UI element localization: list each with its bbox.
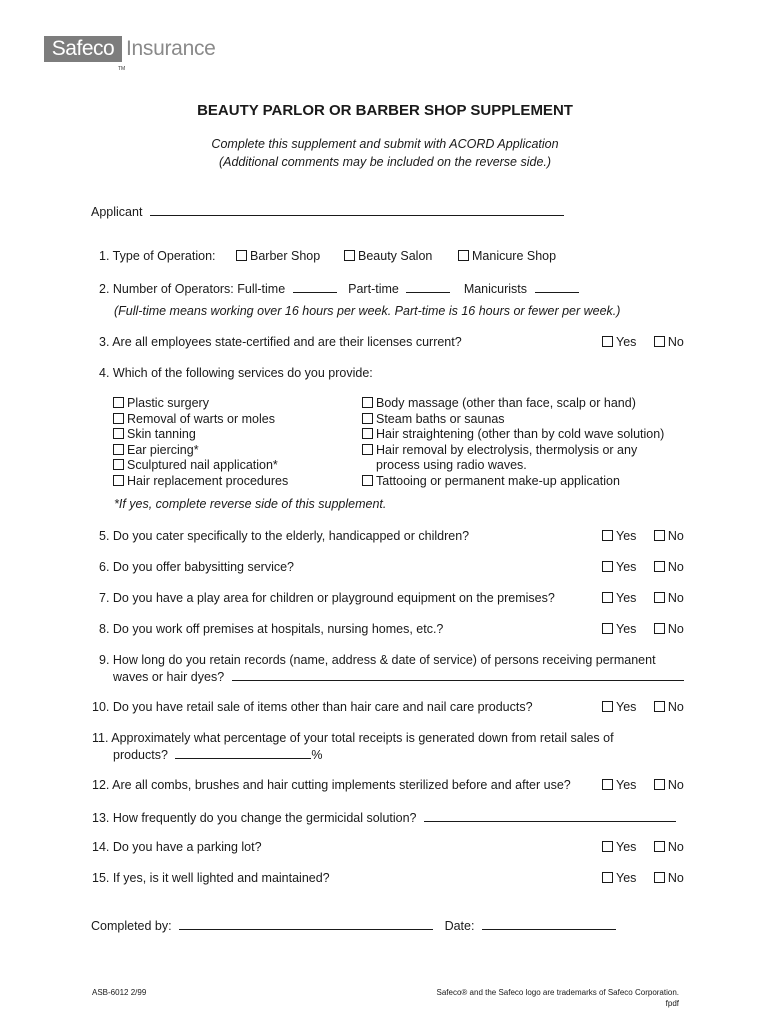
question-5: 5. Do you cater specifically to the elderly, handicapped or children? xyxy=(99,529,470,543)
service-item[interactable] xyxy=(113,443,288,459)
no-checkbox[interactable] xyxy=(654,592,665,603)
service-label: Removal of warts or moles xyxy=(127,411,275,426)
yes-label: Yes xyxy=(616,840,637,854)
checkbox[interactable] xyxy=(113,475,124,486)
page-title: BEAUTY PARLOR OR BARBER SHOP SUPPLEMENT xyxy=(197,102,573,119)
yes-checkbox[interactable] xyxy=(602,841,613,852)
no-checkbox[interactable] xyxy=(654,623,665,634)
checkbox[interactable] xyxy=(344,250,355,261)
question-3: 3. Are all employees state-certified and are their licenses current? xyxy=(99,335,462,349)
question-2 xyxy=(99,280,579,296)
question-14: 14. Do you have a parking lot? xyxy=(92,840,262,854)
q1-beauty-option[interactable] xyxy=(344,249,432,263)
checkbox[interactable] xyxy=(362,444,373,455)
q14-yes-no xyxy=(602,840,684,854)
no-checkbox[interactable] xyxy=(654,872,665,883)
question-10: 10. Do you have retail sale of items other than hair care and nail care products? xyxy=(92,700,533,714)
service-item[interactable] xyxy=(113,474,288,490)
checkbox[interactable] xyxy=(236,250,247,261)
q11-label-cont: products? xyxy=(113,748,168,762)
service-item[interactable] xyxy=(113,458,288,474)
checkbox[interactable] xyxy=(113,428,124,439)
q2-parttime-label: Part-time xyxy=(348,282,399,296)
yes-checkbox[interactable] xyxy=(602,623,613,634)
percent-sign: % xyxy=(311,748,323,762)
germicidal-frequency-field[interactable] xyxy=(424,809,676,822)
no-checkbox[interactable] xyxy=(654,530,665,541)
q8-yes-no xyxy=(602,622,684,636)
yes-checkbox[interactable] xyxy=(602,779,613,790)
subtitle-comments: (Additional comments may be included on the reverse side.) xyxy=(218,155,552,169)
no-label: No xyxy=(667,591,684,605)
q1-manicure-option[interactable] xyxy=(458,249,556,263)
no-checkbox[interactable] xyxy=(654,841,665,852)
no-label: No xyxy=(667,622,684,636)
no-label: No xyxy=(667,700,684,714)
no-checkbox[interactable] xyxy=(654,779,665,790)
no-label: No xyxy=(667,529,684,543)
checkbox[interactable] xyxy=(113,444,124,455)
service-item[interactable] xyxy=(362,474,664,490)
q2-manicurists-label: Manicurists xyxy=(463,282,528,296)
question-8: 8. Do you work off premises at hospitals, nursing homes, etc.? xyxy=(99,622,444,636)
q12-yes-no xyxy=(602,778,684,792)
question-12: 12. Are all combs, brushes and hair cutting implements sterilized before and after use? xyxy=(92,778,571,792)
signature-row xyxy=(91,917,616,933)
yes-label: Yes xyxy=(616,778,637,792)
q6-yes-no xyxy=(602,560,684,574)
question-4: 4. Which of the following services do you provide: xyxy=(99,366,373,380)
service-item[interactable] xyxy=(362,396,664,412)
safeco-logo-text: Insurance xyxy=(126,37,216,60)
no-checkbox[interactable] xyxy=(654,336,665,347)
question-1 xyxy=(99,249,216,263)
yes-label: Yes xyxy=(616,560,637,574)
service-label: Plastic surgery xyxy=(127,396,209,410)
service-label: Hair removal by electrolysis, thermolysis or any xyxy=(376,442,638,457)
services-note: *If yes, complete reverse side of this supplement. xyxy=(114,497,387,511)
form-number: ASB-6012 2/99 xyxy=(92,988,147,997)
question-6: 6. Do you offer babysitting service? xyxy=(99,560,295,574)
yes-label: Yes xyxy=(616,529,637,543)
retail-percentage-field[interactable] xyxy=(175,746,311,759)
yes-label: Yes xyxy=(616,622,637,636)
service-label: Steam baths or saunas xyxy=(376,411,505,426)
date-field[interactable] xyxy=(482,917,616,930)
yes-label: Yes xyxy=(616,335,637,349)
no-label: No xyxy=(667,778,684,792)
checkbox[interactable] xyxy=(362,475,373,486)
yes-checkbox[interactable] xyxy=(602,530,613,541)
completed-by-field[interactable] xyxy=(179,917,433,930)
question-9-cont xyxy=(113,668,684,684)
checkbox[interactable] xyxy=(362,397,373,408)
subtitle-instructions: Complete this supplement and submit with ACORD Application xyxy=(211,137,559,151)
fulltime-field[interactable] xyxy=(293,280,337,293)
q9-label-cont: waves or hair dyes? xyxy=(113,670,225,684)
q2-note: (Full-time means working over 16 hours per week. Part-time is 16 hours or fewer per week.) xyxy=(114,304,621,318)
q1-beauty-label: Beauty Salon xyxy=(358,249,433,263)
service-label: Body massage (other than face, scalp or hand) xyxy=(376,396,636,410)
services-left-list xyxy=(113,396,288,489)
checkbox[interactable] xyxy=(362,413,373,424)
question-7: 7. Do you have a play area for children or playground equipment on the premises? xyxy=(99,591,555,605)
q2-fulltime-label: 2. Number of Operators: Full-time xyxy=(99,282,286,296)
service-item[interactable] xyxy=(362,427,664,443)
service-item[interactable] xyxy=(113,396,288,412)
yes-label: Yes xyxy=(616,871,637,885)
applicant-row xyxy=(91,203,564,219)
question-11: 11. Approximately what percentage of your total receipts is generated down from retail sales of xyxy=(92,731,614,745)
service-item[interactable] xyxy=(113,427,288,443)
yes-label: Yes xyxy=(616,591,637,605)
q1-label: 1. Type of Operation: xyxy=(99,249,216,263)
yes-label: Yes xyxy=(616,700,637,714)
question-15: 15. If yes, is it well lighted and maintained? xyxy=(92,871,330,885)
q7-yes-no xyxy=(602,591,684,605)
date-label: Date: xyxy=(444,919,475,933)
yes-checkbox[interactable] xyxy=(602,701,613,712)
yes-checkbox[interactable] xyxy=(602,872,613,883)
trademark-notice: Safeco® and the Safeco logo are trademarks of Safeco Corporation. xyxy=(436,988,679,997)
question-13 xyxy=(92,809,676,825)
question-9: 9. How long do you retain records (name, address & date of service) of persons receiving permanent xyxy=(99,653,656,667)
service-item[interactable] xyxy=(113,412,288,428)
q5-yes-no xyxy=(602,529,684,543)
no-label: No xyxy=(667,840,684,854)
q15-yes-no xyxy=(602,871,684,885)
service-label: Skin tanning xyxy=(127,427,196,441)
no-label: No xyxy=(667,335,684,349)
parttime-field[interactable] xyxy=(406,280,450,293)
service-label: Ear piercing* xyxy=(127,442,199,457)
completed-by-label: Completed by: xyxy=(91,919,172,933)
services-right-list xyxy=(362,396,664,489)
q3-yes-no xyxy=(602,335,684,349)
q1-manicure-label: Manicure Shop xyxy=(472,249,557,263)
yes-checkbox[interactable] xyxy=(602,336,613,347)
q1-barber-option[interactable] xyxy=(236,249,320,263)
q10-yes-no xyxy=(602,700,684,714)
service-item[interactable] xyxy=(362,412,664,428)
service-label: Tattooing or permanent make-up application xyxy=(376,473,620,488)
service-label: Hair replacement procedures xyxy=(127,473,289,488)
manicurists-field[interactable] xyxy=(535,280,579,293)
applicant-label: Applicant xyxy=(91,205,143,219)
safeco-logo-box: Safeco xyxy=(44,36,122,62)
no-label: No xyxy=(667,871,684,885)
checkbox[interactable] xyxy=(113,459,124,470)
q13-label: 13. How frequently do you change the germicidal solution? xyxy=(92,811,417,825)
question-11-cont xyxy=(113,746,323,762)
yes-checkbox[interactable] xyxy=(602,592,613,603)
service-label: Sculptured nail application* xyxy=(127,458,278,472)
q1-barber-label: Barber Shop xyxy=(250,249,321,263)
no-checkbox[interactable] xyxy=(654,701,665,712)
yes-checkbox[interactable] xyxy=(602,561,613,572)
service-label: Hair straightening (other than by cold wave solution) xyxy=(376,427,665,441)
checkbox[interactable] xyxy=(113,397,124,408)
service-item[interactable] xyxy=(362,443,664,459)
checkbox[interactable] xyxy=(458,250,469,261)
records-retention-field[interactable] xyxy=(232,668,684,681)
footer-code: fpdf xyxy=(665,999,679,1008)
service-item-continuation: process using radio waves. xyxy=(376,458,527,472)
applicant-field[interactable] xyxy=(150,203,564,216)
no-label: No xyxy=(667,560,684,574)
trademark-mark: TM xyxy=(118,66,126,72)
no-checkbox[interactable] xyxy=(654,561,665,572)
checkbox[interactable] xyxy=(113,413,124,424)
checkbox[interactable] xyxy=(362,428,373,439)
